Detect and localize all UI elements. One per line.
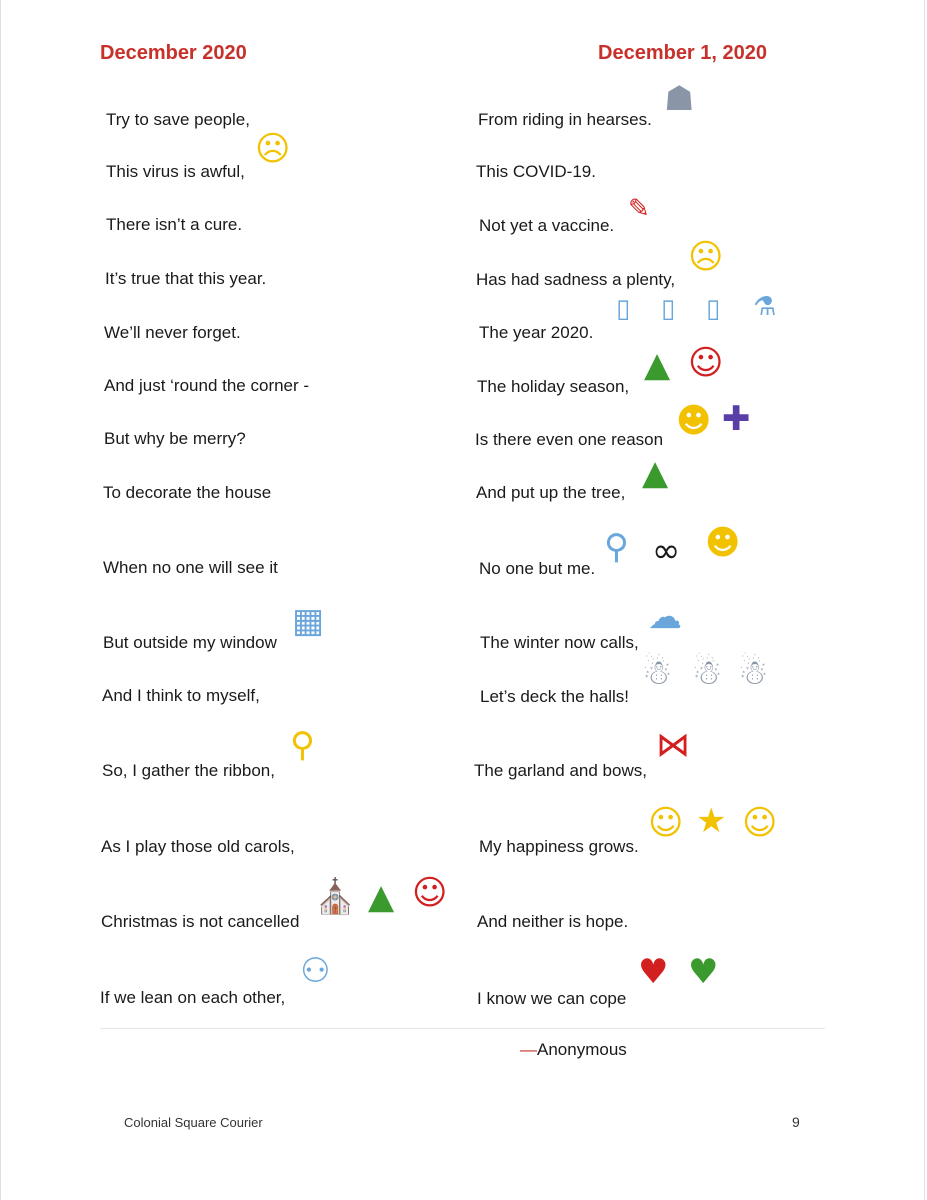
family-icon: ⚇ — [300, 951, 331, 991]
poem-left-line-6: And just ‘round the corner - — [104, 376, 310, 395]
toilet-paper-icon: ▯ — [616, 294, 631, 324]
christmas-tree-icon: ▲ — [368, 877, 395, 917]
poem-left-line-1: Try to save people, — [106, 110, 250, 129]
poem-left-line-14: Christmas is not cancelled — [101, 912, 300, 931]
green-heart-icon: ♥ — [688, 952, 719, 992]
toilet-paper-icon: ▯ — [661, 294, 676, 324]
christmas-tree-icon: ▲ — [642, 453, 669, 493]
poem-right-line-13: My happiness grows. — [479, 837, 639, 856]
poem-left-line-2: This virus is awful, — [106, 162, 245, 181]
church-icon: ⛪ — [314, 877, 357, 917]
santa-icon: ☺ — [412, 873, 448, 913]
snowman-icon: ☃ — [692, 653, 723, 693]
poem-right-line-12: The garland and bows, — [474, 761, 647, 780]
poem-right-line-6: The holiday season, — [477, 377, 630, 396]
red-heart-icon: ♥ — [638, 952, 669, 992]
hand-sanitizer-icon: ⚗ — [753, 292, 777, 322]
poem-left-line-5: We’ll never forget. — [104, 323, 241, 342]
poem-right-line-4: Has had sadness a plenty, — [476, 270, 676, 289]
facepalm-woman-icon: ☻ — [705, 523, 741, 563]
shrugging-woman-icon: ☻ — [676, 401, 712, 441]
poem-right-line-10: The winter now calls, — [480, 633, 639, 652]
magnifying-glass-icon: ⚲ — [604, 527, 629, 567]
christmas-tree-icon: ▲ — [644, 345, 671, 385]
syringe-icon: ✎ — [628, 194, 650, 224]
poem-left-line-9: When no one will see it — [103, 558, 278, 577]
poem-left-line-13: As I play those old carols, — [101, 837, 295, 856]
poem-right-line-7: Is there even one reason — [475, 430, 664, 449]
separator-line — [100, 1028, 825, 1029]
smiling-face-with-hearts-icon: ☺ — [648, 803, 684, 843]
toilet-paper-icon: ▯ — [706, 294, 721, 324]
poem-left-line-10: But outside my window — [103, 633, 277, 652]
signature — [520, 1040, 627, 1060]
poem-right-line-8: And put up the tree, — [476, 483, 626, 502]
sad-tear-face-icon: ☹ — [255, 129, 291, 169]
snowman-icon: ☃ — [738, 653, 769, 693]
poem-right-line-9: No one but me. — [479, 559, 596, 578]
right-date-heading: December 1, 2020 — [598, 42, 768, 64]
poem-right-line-2: This COVID-19. — [476, 162, 596, 181]
santa-icon: ☺ — [688, 343, 724, 383]
left-date-heading: December 2020 — [100, 42, 247, 64]
latin-cross-icon: ✚ — [722, 399, 751, 439]
snow-cloud-icon: ☁ — [648, 597, 682, 637]
snowman-icon: ☃ — [642, 653, 673, 693]
page-number: 9 — [792, 1114, 800, 1130]
crying-face-icon: ☹ — [688, 237, 724, 277]
red-bow-icon: ⋈ — [656, 725, 690, 765]
glasses-icon: ∞ — [652, 531, 681, 571]
smiling-face-with-hearts-icon: ☺ — [742, 803, 778, 843]
signature-dash: — — [520, 1040, 537, 1059]
poem-right-line-1: From riding in hearses. — [478, 110, 652, 129]
signature-name: Anonymous — [537, 1040, 627, 1059]
poem-left-line-7: But why be merry? — [104, 429, 246, 448]
window-icon: ▦ — [292, 601, 325, 641]
poem-left-line-4: It’s true that this year. — [105, 269, 267, 288]
poem-right-line-3: Not yet a vaccine. — [479, 216, 615, 235]
yellow-ribbon-icon: ⚲ — [290, 725, 315, 765]
poem-left-line-11: And I think to myself, — [102, 686, 260, 705]
poem-left-line-15: If we lean on each other, — [100, 988, 286, 1007]
star-struck-face-icon: ★ — [696, 801, 727, 841]
poem-right-line-15: I know we can cope — [477, 989, 627, 1008]
headstone-icon: ☗ — [664, 79, 695, 119]
publication-name: Colonial Square Courier — [124, 1115, 263, 1130]
page-left-edge — [0, 0, 1, 1200]
poem-left-line-3: There isn’t a cure. — [106, 215, 243, 234]
poem-left-line-8: To decorate the house — [103, 483, 272, 502]
poem-right-line-14: And neither is hope. — [477, 912, 629, 931]
poem-left-line-12: So, I gather the ribbon, — [102, 761, 275, 780]
poem-right-line-5: The year 2020. — [479, 323, 594, 342]
page-right-edge — [924, 0, 925, 1200]
poem-right-line-11: Let’s deck the halls! — [480, 687, 629, 706]
